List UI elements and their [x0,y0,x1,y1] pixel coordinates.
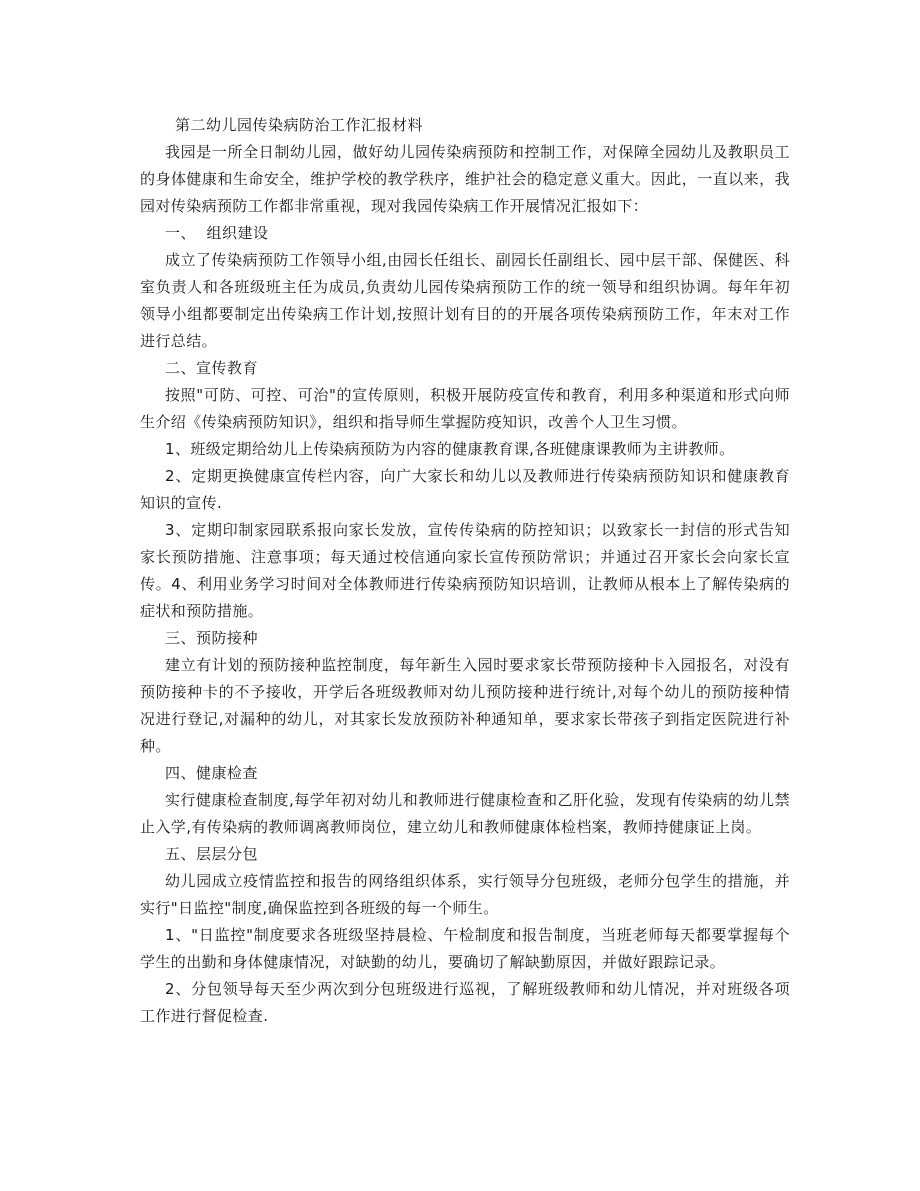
document-blocks [140,139,790,1030]
paragraph: 2、定期更换健康宣传栏内容，向广大家长和幼儿以及教师进行传染病预防知识和健康教育知识的宣传. [140,467,790,512]
paragraph: 成立了传染病预防工作领导小组,由园长任组长、副园长任副组长、园中层干部、保健医、科室负责人和各班级班主任为成员,负责幼儿园传染病预防工作的统一领导和组织协调。每年年初领导小组都要制定出传染病工作计划,按照计划有目的的开展各项传染病预防工作，年末对工作进行总结。 [140,251,790,350]
section-heading: 一、 组织建设 [165,224,269,242]
paragraph: 我园是一所全日制幼儿园，做好幼儿园传染病预防和控制工作，对保障全园幼儿及教职员工的身体健康和生命安全，维护学校的教学秩序，维护社会的稳定意义重大。因此，一直以来，我园对传染病预防工作都非常重视，现对我园传染病工作开展情况汇报如下： [140,143,790,215]
paragraph: 2、分包领导每天至少两次到分包班级进行巡视，了解班级教师和幼儿情况，并对班级各项工作进行督促检查. [140,980,790,1025]
document-title: 第二幼儿园传染病防治工作汇报材料 [175,116,424,134]
paragraph: 实行健康检查制度,每学年初对幼儿和教师进行健康检查和乙肝化验，发现有传染病的幼儿禁止入学,有传染病的教师调离教师岗位，建立幼儿和教师健康体检档案，教师持健康证上岗。 [140,791,790,836]
paragraph: 1、班级定期给幼儿上传染病预防为内容的健康教育课,各班健康课教师为主讲教师。 [165,440,735,458]
paragraph: 1、"日监控"制度要求各班级坚持晨检、午检制度和报告制度，当班老师每天都要掌握每个学生的出勤和身体健康情况，对缺勤的幼儿，要确切了解缺勤原因，并做好跟踪记录。 [140,926,790,971]
document-body [140,112,790,1030]
section-heading: 五、层层分包 [165,845,259,863]
paragraph: 建立有计划的预防接种监控制度，每年新生入园时要求家长带预防接种卡入园报名，对没有预防接种卡的不予接收，开学后各班级教师对幼儿预防接种进行统计,对每个幼儿的预防接种情况进行登记,对漏种的幼儿，对其家长发放预防补种通知单，要求家长带孩子到指定医院进行补种。 [140,656,790,755]
paragraph: 按照"可防、可控、可治"的宣传原则，积极开展防疫宣传和教育，利用多种渠道和形式向师生介绍《传染病预防知识》，组织和指导师生掌握防疫知识，改善个人卫生习惯。 [140,386,790,431]
section-heading: 四、健康检查 [165,764,259,782]
section-heading: 三、预防接种 [165,629,259,647]
section-heading: 二、宣传教育 [165,359,259,377]
paragraph: 幼儿园成立疫情监控和报告的网络组织体系，实行领导分包班级，老师分包学生的措施，并实行"日监控"制度,确保监控到各班级的每一个师生。 [140,872,790,917]
paragraph: 3、定期印制家园联系报向家长发放，宣传传染病的防控知识；以致家长一封信的形式告知家长预防措施、注意事项；每天通过校信通向家长宣传预防常识；并通过召开家长会向家长宣传。4、利用业务学习时间对全体教师进行传染病预防知识培训，让教师从根本上了解传染病的症状和预防措施。 [140,521,790,620]
